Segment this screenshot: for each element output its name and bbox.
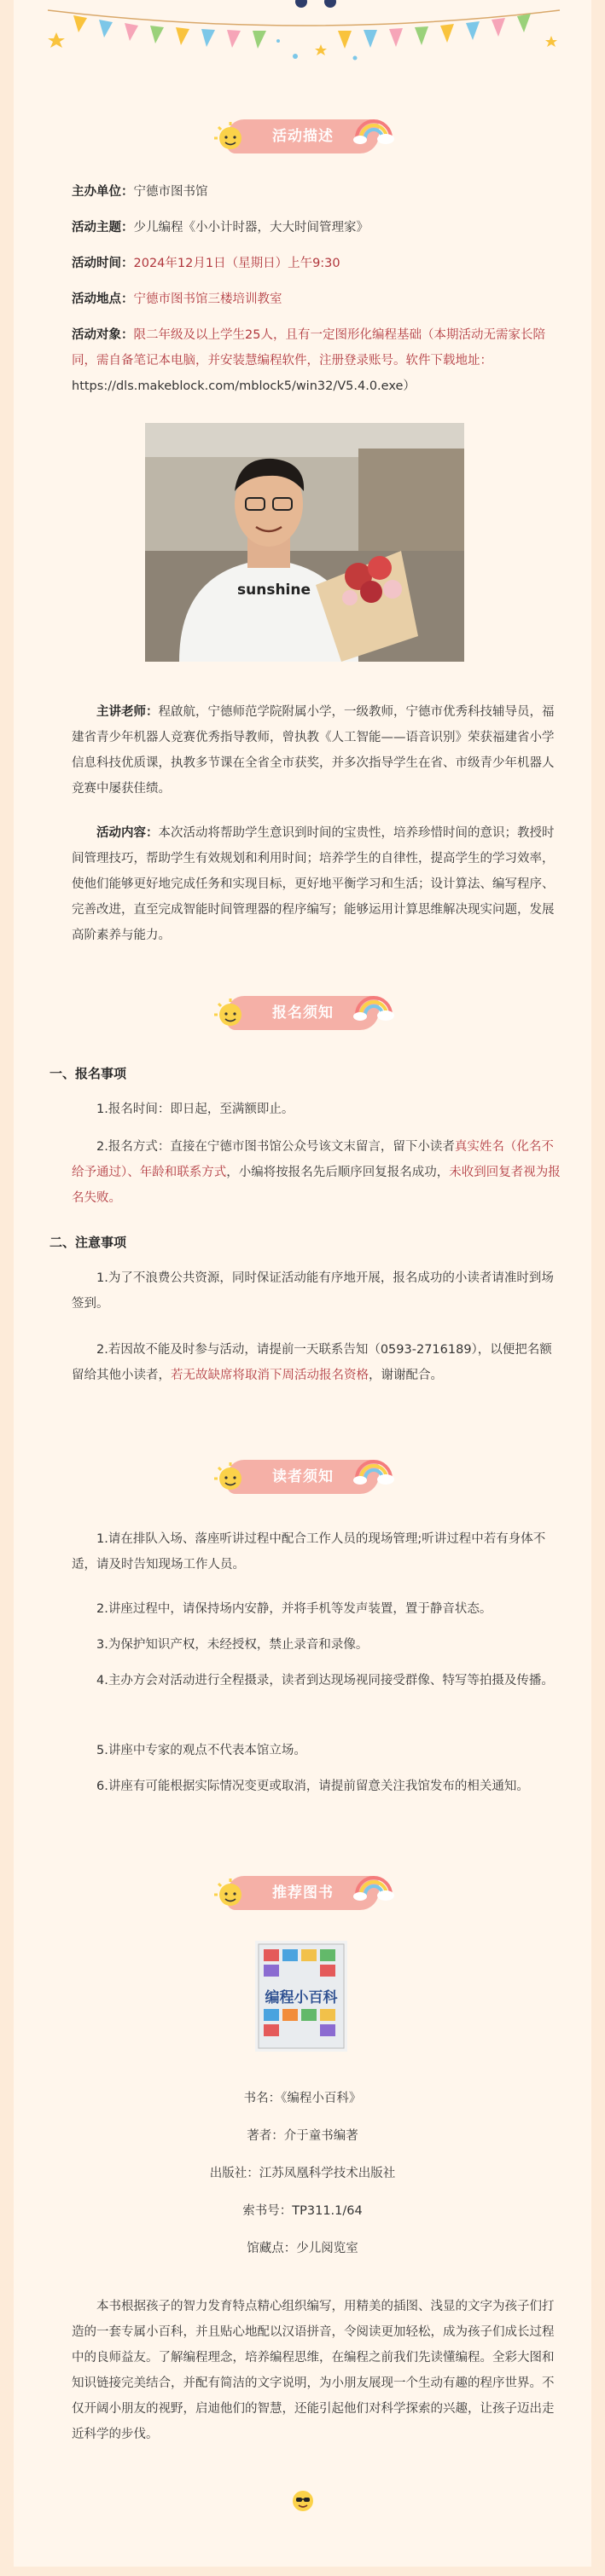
book-title-line: 书名：《编程小百科》 (243, 2092, 362, 2105)
article-card (14, 0, 591, 2567)
shirt-text: sunshine (237, 582, 311, 599)
heading-title: 读者须知 (272, 1468, 334, 1485)
book-intro: 本书根据孩子的智力发育特点精心组织编写，用精美的插图、浅显的文字为孩子们打造的一套专属小百科，并且贴心地配以汉语拼音，令阅读更加轻松，成为孩子们成长过程中的良师益友。了解编程理念，培养编程思维，在编程之前我们先读懂编程。全彩大图和知识链接完美结合，并配有简洁的文字说明，为小朋友展现一个生动有趣的程序世界。不仅开阔小朋友的视野，启迪他们的智慧，还能引起他们对科学探索的兴趣，让孩子迈出走近科学的步伐。 (72, 2300, 555, 2441)
heading-title: 活动描述 (272, 128, 334, 145)
heading-title: 报名须知 (272, 1004, 334, 1022)
book-cover-title: 编程小百科 (265, 1989, 338, 2006)
bunting-decoration (39, 7, 568, 67)
section-heading-recommend (14, 1866, 591, 1917)
heading-title: 推荐图书 (272, 1884, 334, 1902)
book-author-line: 著者：介于童书编著 (247, 2129, 358, 2143)
signup-section-1-title: 一、报名事项 (49, 1066, 127, 1081)
reader-rule-3: 3.为保护知识产权，未经授权，禁止录音和录像。 (96, 1638, 369, 1652)
theme-line: 活动主题：少儿编程《小小计时器，大大时间管理家》 (72, 221, 369, 234)
notice-item-2: 2.若因故不能及时参与活动，请提前一天联系告知（0593-2716189），以便把名额留给其他小读者，若无故缺席将取消下周活动报名资格，谢谢配合。 (72, 1343, 552, 1382)
signup-section-2-title: 二、注意事项 (49, 1235, 127, 1250)
reader-rule-2: 2.讲座过程中，请保持场内安静，并将手机等发声装置，置于静音状态。 (96, 1602, 492, 1616)
teacher-paragraph: 主讲老师：程啟航，宁德师范学院附属小学，一级教师，宁德市优秀科技辅导员，福建省青少年机器人竞赛优秀指导教师，曾执教《人工智能——语音识别》荣获福建省小学信息科技优质课，执教多节课在全省全市获奖，并多次指导学生在省、市级青少年机器人竞赛中屡获佳绩。 (72, 705, 555, 796)
time-line: 活动时间：2024年12月1日（星期日）上午9:30 (72, 257, 340, 270)
reader-rule-6: 6.讲座有可能根据实际情况变更或取消，请提前留意关注我馆发布的相关通知。 (96, 1780, 529, 1793)
signup-item-2: 2.报名方式：直接在宁德市图书馆公众号该文末留言，留下小读者真实姓名（化名不给予通过）、年龄和联系方式，小编将按报名先后顺序回复报名成功，未收到回复者视为报名失败。 (72, 1140, 561, 1205)
signup-item-1: 1.报名时间：即日起，至满额即止。 (96, 1103, 294, 1116)
download-link[interactable]: https://dls.makeblock.com/mblock5/win32/V5.4.0.exe） (72, 379, 416, 393)
book-cover[interactable] (255, 1941, 347, 2052)
reader-rule-4: 4.主办方会对活动进行全程摄录，读者到达现场视同接受群像、特写等拍摄及传播。 (96, 1674, 554, 1687)
target-line: 活动对象：限二年级及以上学生25人，且有一定图形化编程基础（本期活动无需家长陪同，需自备笔记本电脑，并安装慧编程软件，注册登录账号。软件下载地址：https://dls.makeblock.com/mblock5/win32/V5.4.0.exe） (72, 328, 545, 393)
section-heading-signup (14, 986, 591, 1037)
sunglasses-emoji-icon (292, 2490, 314, 2512)
book-location-line: 馆藏点：少儿阅览室 (247, 2242, 358, 2255)
section-heading-activity (14, 109, 591, 160)
reader-rule-5: 5.讲座中专家的观点不代表本馆立场。 (96, 1744, 306, 1757)
teacher-photo-illustration (145, 423, 464, 662)
place-line: 活动地点：宁德市图书馆三楼培训教室 (72, 292, 282, 306)
book-callno-line: 索书号：TP311.1/64 (242, 2204, 363, 2218)
organizer-line: 主办单位：宁德市图书馆 (72, 185, 208, 199)
teacher-photo (145, 423, 464, 662)
book-publisher-line: 出版社：江苏凤凰科学技术出版社 (209, 2167, 396, 2180)
content-paragraph: 活动内容：本次活动将帮助学生意识到时间的宝贵性，培养珍惜时间的意识；教授时间管理技巧，帮助学生有效规划和利用时间；培养学生的自律性，提高学生的学习效率，使他们能够更好地完成任务和实现目标，更好地平衡学习和生活；设计算法、编写程序、完善改进，直至完成智能时间管理器的程序编写；能够运用计算思维解决现实问题，发展高阶素养与能力。 (72, 826, 555, 942)
reader-rule-1: 1.请在排队入场、落座听讲过程中配合工作人员的现场管理;听讲过程中若有身体不适，请及时告知现场工作人员。 (72, 1532, 546, 1572)
notice-item-1: 1.为了不浪费公共资源，同时保证活动能有序地开展，报名成功的小读者请准时到场签到。 (72, 1271, 554, 1311)
section-heading-reader (14, 1450, 591, 1501)
